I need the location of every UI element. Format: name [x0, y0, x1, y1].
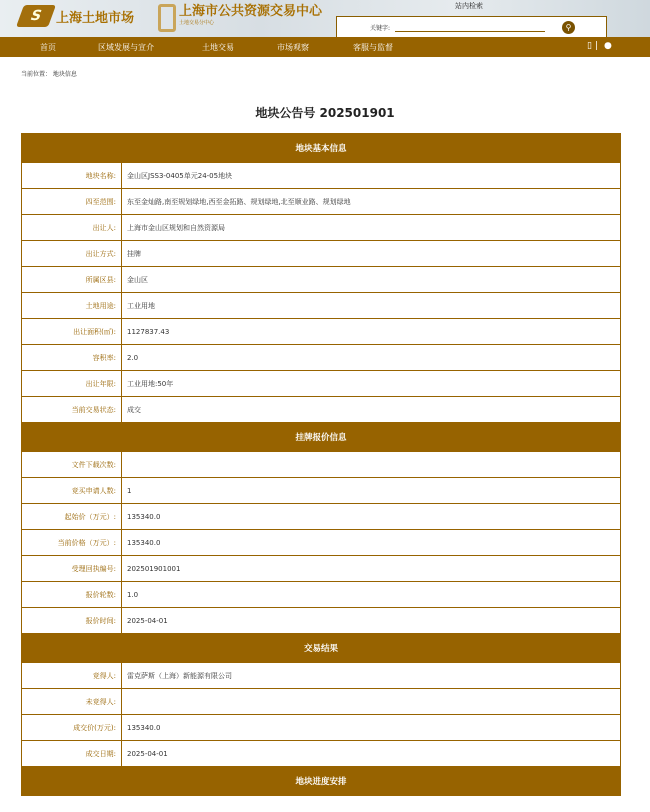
- breadcrumb: 当前位置： 地块信息: [21, 71, 77, 78]
- table-row: [22, 504, 621, 530]
- field-label: 当前价格（万元）:: [22, 530, 122, 556]
- table-row: [22, 241, 621, 267]
- field-value: 1.0: [122, 582, 621, 608]
- section-title: 交易结果: [22, 634, 621, 663]
- search-icon: ⚲: [565, 22, 572, 32]
- field-value: 工业用地: [122, 293, 621, 319]
- table-row: [22, 689, 621, 715]
- section-header: [22, 134, 621, 163]
- field-value: 金山区: [122, 267, 621, 293]
- field-label: 报价时间:: [22, 608, 122, 634]
- table-row: [22, 397, 621, 423]
- table-row: [22, 741, 621, 767]
- table-row: [22, 715, 621, 741]
- field-label: 未竞得人:: [22, 689, 122, 715]
- table-row: [22, 371, 621, 397]
- section-header: [22, 634, 621, 663]
- field-label: 容积率:: [22, 345, 122, 371]
- field-value: 202501901001: [122, 556, 621, 582]
- field-value: 金山区JSS3-0405单元24-05地块: [122, 163, 621, 189]
- search-title: 站内检索: [455, 2, 483, 10]
- field-label: 地块名称:: [22, 163, 122, 189]
- search-label: 关键字:: [370, 24, 391, 32]
- land-info-table: [21, 133, 621, 796]
- main-nav: [0, 37, 650, 57]
- field-value: 2025-04-01: [122, 741, 621, 767]
- field-value: [122, 452, 621, 478]
- field-label: 受理回执编号:: [22, 556, 122, 582]
- table-row: [22, 319, 621, 345]
- wechat-icon[interactable]: ●: [604, 41, 612, 51]
- table-row: [22, 582, 621, 608]
- table-row: [22, 530, 621, 556]
- field-value: 2.0: [122, 345, 621, 371]
- table-row: [22, 215, 621, 241]
- field-label: 起始价（万元）:: [22, 504, 122, 530]
- field-label: 竞买申请人数:: [22, 478, 122, 504]
- field-value: 135340.0: [122, 530, 621, 556]
- field-label: 出让面积(㎡):: [22, 319, 122, 345]
- table-row: [22, 267, 621, 293]
- nav-market[interactable]: 市场观察: [277, 42, 309, 52]
- field-label: 所属区县:: [22, 267, 122, 293]
- field-value: 1: [122, 478, 621, 504]
- table-row: [22, 663, 621, 689]
- field-label: 四至范围:: [22, 189, 122, 215]
- logo-icon: [158, 4, 176, 32]
- field-value: 上海市金山区规划和自然资源局: [122, 215, 621, 241]
- mobile-icon[interactable]: ▯ |: [587, 41, 598, 51]
- field-label: 成交价(万元):: [22, 715, 122, 741]
- table-row: [22, 608, 621, 634]
- field-label: 出让方式:: [22, 241, 122, 267]
- section-title: 地块基本信息: [22, 134, 621, 163]
- table-row: [22, 293, 621, 319]
- field-label: 出让年限:: [22, 371, 122, 397]
- field-label: 文件下载次数:: [22, 452, 122, 478]
- table-row: [22, 478, 621, 504]
- field-label: 报价轮数:: [22, 582, 122, 608]
- table-row: [22, 163, 621, 189]
- header-banner: [0, 0, 650, 37]
- public-resource-center-logo[interactable]: 上海市公共资源交易中心 土地交易分中心: [158, 4, 322, 32]
- field-value: 成交: [122, 397, 621, 423]
- logo-icon: S: [16, 5, 56, 27]
- nav-land-trade[interactable]: 土地交易: [202, 42, 234, 52]
- field-value: 挂牌: [122, 241, 621, 267]
- field-value: 1127837.43: [122, 319, 621, 345]
- table-row: [22, 345, 621, 371]
- field-value: 东至金灿路,南至规划绿地,西至金拓路、规划绿地,北至顺业路、规划绿地: [122, 189, 621, 215]
- table-row: [22, 556, 621, 582]
- table-row: [22, 189, 621, 215]
- nav-home[interactable]: 首页: [40, 42, 56, 52]
- section-header: [22, 423, 621, 452]
- shanghai-land-market-logo[interactable]: S 上海土地市场: [20, 5, 134, 27]
- search-button[interactable]: [562, 21, 575, 34]
- field-value: 工业用地:50年: [122, 371, 621, 397]
- section-title: 地块进度安排: [22, 767, 621, 796]
- field-value: 2025-04-01: [122, 608, 621, 634]
- field-label: 当前交易状态:: [22, 397, 122, 423]
- section-title: 挂牌报价信息: [22, 423, 621, 452]
- field-value: 雷克萨斯（上海）新能源有限公司: [122, 663, 621, 689]
- nav-region[interactable]: 区域发展与宣介: [98, 42, 154, 52]
- field-value: 135340.0: [122, 715, 621, 741]
- search-box: [336, 16, 607, 37]
- field-label: 土地用途:: [22, 293, 122, 319]
- field-label: 成交日期:: [22, 741, 122, 767]
- field-label: 出让人:: [22, 215, 122, 241]
- table-row: [22, 452, 621, 478]
- page-title: 地块公告号 202501901: [255, 106, 395, 120]
- field-label: 竞得人:: [22, 663, 122, 689]
- field-value: 135340.0: [122, 504, 621, 530]
- nav-service[interactable]: 客服与监督: [353, 42, 393, 52]
- search-input[interactable]: [395, 22, 545, 32]
- section-header: [22, 767, 621, 796]
- field-value: [122, 689, 621, 715]
